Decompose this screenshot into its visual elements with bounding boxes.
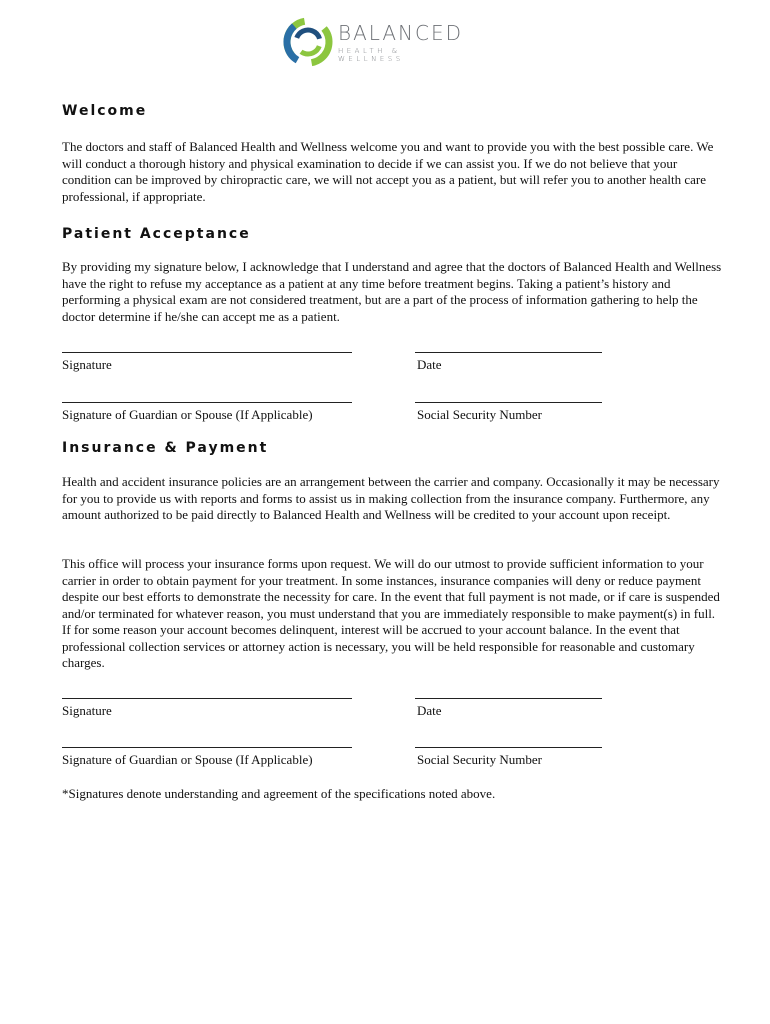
date-label: Date [417,357,442,372]
logo-swirl-icon [282,12,336,72]
guardian-signature-label: Signature of Guardian or Spouse (If Applicable) [62,752,313,767]
guardian-signature-line[interactable] [62,402,352,403]
signature-label: Signature [62,703,112,718]
ssn-label: Social Security Number [417,752,542,767]
ssn-label: Social Security Number [417,407,542,422]
logo-wordmark [338,22,463,63]
date-line[interactable] [415,352,602,353]
ssn-line[interactable] [415,747,602,748]
insurance-text-1: Health and accident insurance policies are an arrangement between the carrier and company. Occasionally it may be necessary for you to provide us with reports and forms to assist us in making collection from the insurance company. Furthermore, any amount authorized to be paid directly to Balanced Health and Wellness will be credited to your account upon receipt. [62,474,720,522]
welcome-heading: Welcome [62,103,148,119]
date-label: Date [417,703,442,718]
logo-subtitle: HEALTH & WELLNESS [338,47,404,63]
patient-acceptance-heading: Patient Acceptance [62,226,251,242]
insurance-heading: Insurance & Payment [62,440,269,456]
date-line[interactable] [415,698,602,699]
signature-line[interactable] [62,352,352,353]
insurance-text-2: This office will process your insurance forms upon request. We will do our utmost to provide sufficient information to your carrier in order to obtain payment for your treatment. In some instances, insurance companies will deny or reduce payment despite our best efforts to demonstrate the necessity for care. In the event that full payment is not made, or if care is suspended and/or terminated for whatever reason, you must understand that you are immediately responsible to make payment(s) in full. If for some reason your account becomes delinquent, interest will be accrued to your account balance. In the event that professional collection services or attorney action is necessary, you will be held responsible for reasonable and customary charges. [62,556,720,670]
signature-line[interactable] [62,698,352,699]
company-logo [282,12,462,74]
guardian-signature-line[interactable] [62,747,352,748]
footnote: *Signatures denote understanding and agreement of the specifications noted above. [62,786,496,801]
guardian-signature-label: Signature of Guardian or Spouse (If Applicable) [62,407,313,422]
logo-title: BALANCED [338,21,464,45]
patient-acceptance-text: By providing my signature below, I acknowledge that I understand and agree that the doctors of Balanced Health and Wellness have the right to refuse my acceptance as a patient at any time before treatment begins. Taking a patient’s history and performing a physical exam are not considered treatment, but are a part of the process of information gathering to help the doctor determine if he/she can accept me as a patient. [62,259,722,324]
welcome-text: The doctors and staff of Balanced Health and Wellness welcome you and want to provide you with the best possible care. We will conduct a thorough history and physical examination to decide if we can assist you. If we do not believe that your condition can be improved by chiropractic care, we will not accept you as a patient, but will refer you to another health care professional, if appropriate. [62,139,714,204]
signature-label: Signature [62,357,112,372]
ssn-line[interactable] [415,402,602,403]
